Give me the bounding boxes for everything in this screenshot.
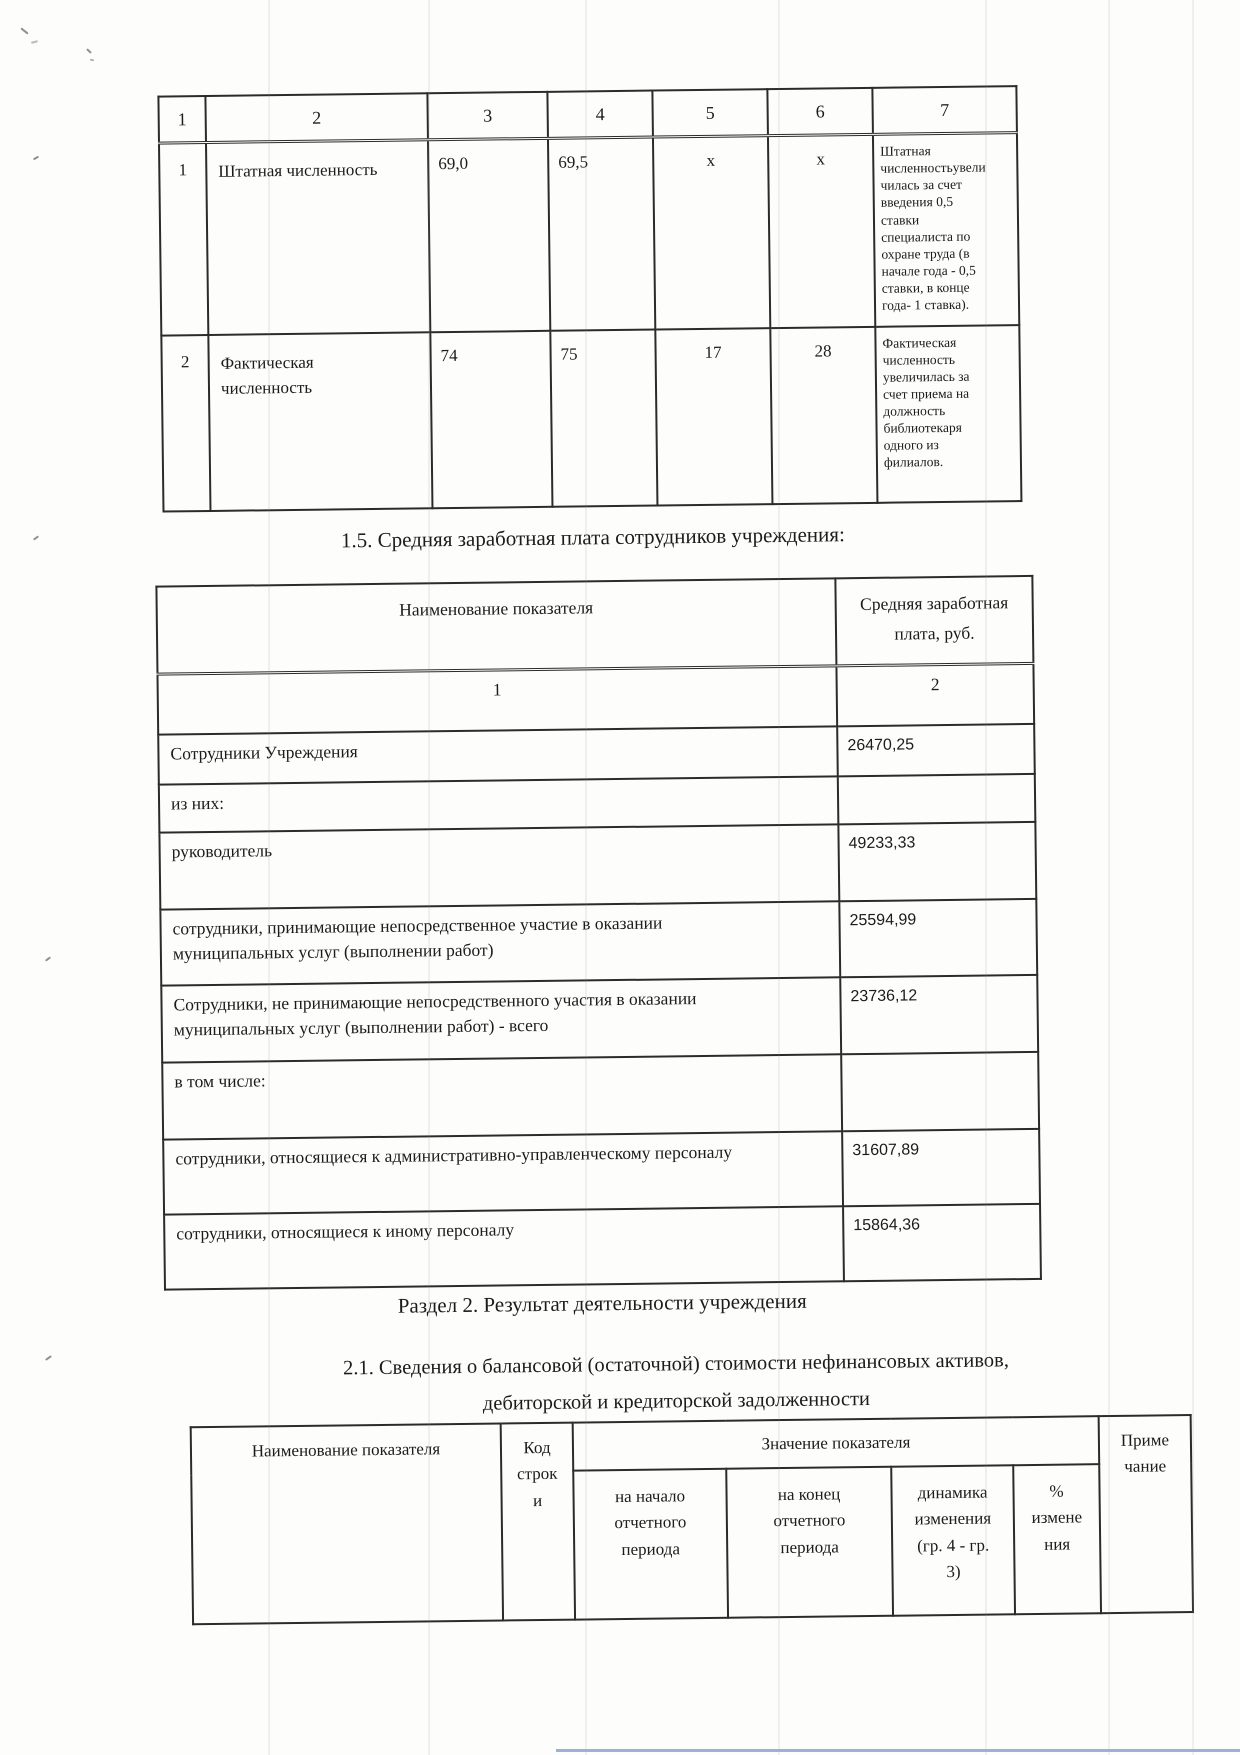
table-row (159, 822, 1036, 910)
col-number-6: 6 (767, 88, 873, 136)
section-2-1-heading-line1: 2.1. Сведения о балансовой (остаточной) стоимости нефинансовых активов, (342, 1349, 1010, 1380)
scan-streak (1192, 0, 1194, 1755)
section-2-1-heading-line2: дебиторской и кредиторской задолженности (482, 1387, 871, 1415)
table-row (164, 1204, 1041, 1290)
percent-change-header-cell: % измене ния (1013, 1464, 1101, 1614)
salary-value-cell: 49233,33 (838, 822, 1036, 901)
scan-streak (778, 0, 780, 1755)
table-row (161, 975, 1038, 1063)
salary-value-cell: 15864,36 (843, 1204, 1041, 1281)
value-cell: х (768, 134, 875, 327)
note-header-cell: Приме чание (1099, 1415, 1193, 1613)
scan-streak (585, 0, 587, 1755)
salary-value-cell (841, 1052, 1039, 1131)
col-number-3: 3 (427, 92, 548, 140)
indicator-header-cell: Наименование показателя (156, 578, 836, 674)
staff-count-table (157, 85, 1022, 512)
pencil-mark (90, 59, 94, 62)
salary-value-cell: 25594,99 (839, 899, 1037, 977)
note-cell: Фактическая численность увеличилась за счет приема на должность библиотекаря одного из филиалов. (875, 325, 1021, 503)
value-cell: 69,0 (428, 138, 550, 331)
row-number-cell: 1 (159, 143, 208, 336)
value-cell: 74 (430, 330, 552, 507)
scan-streak (1108, 0, 1110, 1755)
scan-streak (985, 0, 987, 1755)
row-number-cell: 2 (161, 334, 210, 511)
section-2-heading: Раздел 2. Результат деятельности учреждения (397, 1288, 807, 1318)
col-number-cell: 2 (836, 663, 1034, 726)
indicator-name-cell: Фактическая численность (208, 332, 432, 511)
table-row (161, 325, 1021, 511)
indicator-name-cell: руководитель (159, 824, 839, 909)
line-code-header-cell: Код строк и (501, 1423, 575, 1621)
salary-header-cell: Средняя заработная плата, руб. (835, 576, 1033, 666)
value-cell: 17 (655, 328, 772, 505)
indicator-name-cell: сотрудники, относящиеся к административно-управленческому персоналу (163, 1131, 843, 1214)
dynamics-header-cell: динамика изменения (гр. 4 - гр. 3) (891, 1465, 1015, 1615)
table-header-row (156, 576, 1033, 674)
scan-streak (268, 0, 270, 1755)
table-row (163, 1129, 1040, 1215)
indicator-name-cell: Сотрудники Учреждения (158, 726, 838, 784)
indicator-name-cell: в том числе: (162, 1054, 842, 1139)
salary-value-cell (838, 774, 1036, 824)
value-cell: 69,5 (548, 137, 655, 330)
table-row (159, 133, 1019, 335)
section-1-5-heading: 1.5. Средняя заработная плата сотрудников учреждения: (340, 522, 845, 553)
value-cell: 28 (770, 326, 877, 503)
indicator-name-cell: сотрудники, относящиеся к иному персоналу (164, 1206, 844, 1289)
value-group-header-cell: Значение показателя (573, 1416, 1100, 1470)
value-cell: 75 (550, 329, 657, 506)
salary-value-cell: 23736,12 (840, 975, 1038, 1054)
period-start-header-cell: на начало отчетного периода (573, 1469, 728, 1620)
balance-table (190, 1414, 1194, 1625)
salary-value-cell: 31607,89 (842, 1129, 1040, 1206)
salary-value-cell: 26470,25 (837, 724, 1035, 776)
indicator-header-cell: Наименование показателя (191, 1423, 503, 1624)
table-row (160, 899, 1037, 986)
indicator-name-cell: Штатная численность (206, 140, 430, 335)
salary-table (155, 575, 1042, 1291)
col-number-1: 1 (158, 96, 206, 143)
column-number-row (157, 663, 1034, 734)
col-number-2: 2 (205, 93, 428, 142)
note-cell: Штатная численностьувели чилась за счет введения 0,5 ставки специалиста по охране труда (в начале года - 0,5 ставки, в конце года- 1 ставка). (873, 133, 1019, 327)
value-cell: х (653, 136, 770, 329)
col-number-7: 7 (872, 86, 1017, 134)
indicator-name-cell: Сотрудники, не принимающие непосредственного участия в оказании муниципальных услуг (выполнении работ) - всего (161, 977, 841, 1062)
col-number-cell: 1 (157, 666, 837, 735)
col-number-5: 5 (652, 89, 768, 137)
indicator-name-cell: из них: (159, 776, 839, 832)
scan-streak (428, 0, 430, 1755)
period-end-header-cell: на конец отчетного периода (726, 1467, 893, 1618)
table-row (162, 1052, 1039, 1140)
scan-edge-artifact (556, 1749, 1240, 1752)
indicator-name-cell: сотрудники, принимающие непосредственное участие в оказании муниципальных услуг (выполнении работ) (160, 901, 840, 985)
section-2-1-heading (176, 1340, 1177, 1426)
col-number-4: 4 (547, 91, 653, 139)
